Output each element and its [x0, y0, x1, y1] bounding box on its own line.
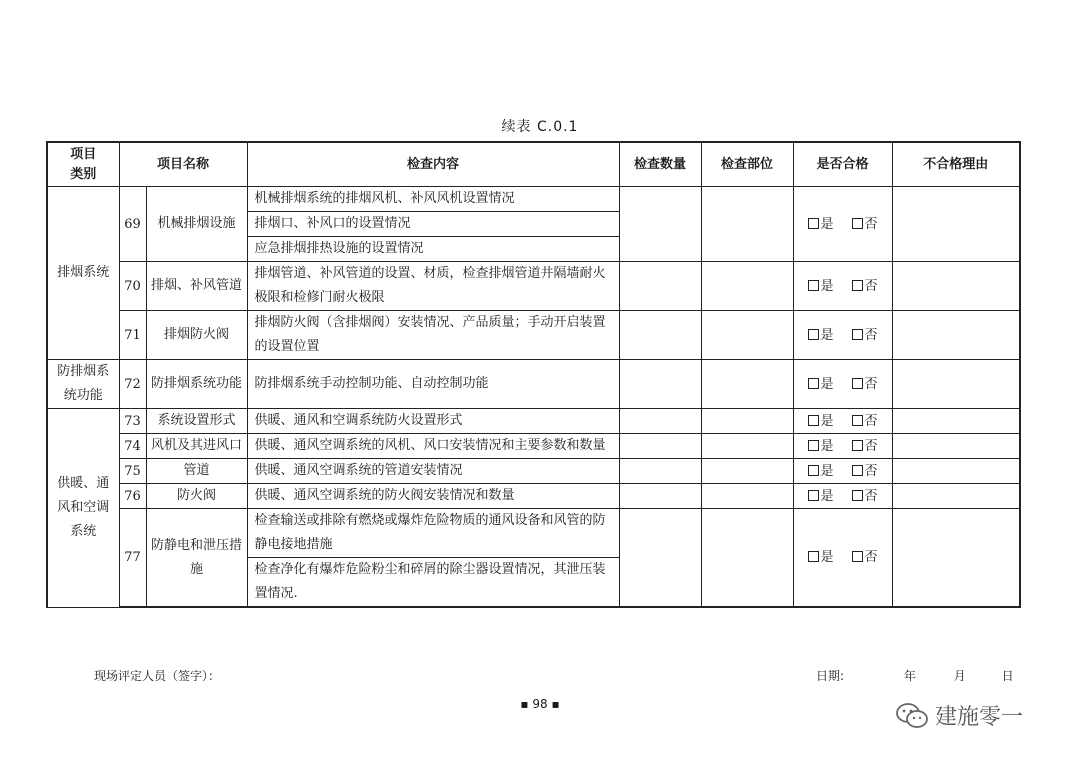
- quantity-cell[interactable]: [619, 484, 701, 509]
- reason-cell[interactable]: [892, 187, 1020, 262]
- reason-cell[interactable]: [892, 484, 1020, 509]
- yes-checkbox[interactable]: [808, 415, 819, 426]
- header-quantity: 检查数量: [619, 142, 701, 187]
- location-cell[interactable]: [701, 459, 793, 484]
- inspector-signature-label: 现场评定人员（签字）：: [94, 669, 221, 683]
- content-cell: 检查输送或排除有燃烧或爆炸危险物质的通风设备和风管的防静电接地措施: [247, 509, 619, 558]
- quantity-cell[interactable]: [619, 409, 701, 434]
- pass-cell: [793, 311, 892, 360]
- item-name: 机械排烟设施: [146, 187, 247, 262]
- yes-label: 是: [820, 488, 834, 504]
- yes-label: 是: [820, 413, 834, 429]
- location-cell[interactable]: [701, 509, 793, 608]
- reason-cell[interactable]: [892, 311, 1020, 360]
- header-pass: 是否合格: [793, 142, 892, 187]
- pass-cell: [793, 484, 892, 509]
- yes-label: 是: [820, 550, 834, 565]
- header-content: 检查内容: [247, 142, 619, 187]
- row-number: 74: [119, 434, 146, 459]
- quantity-cell[interactable]: [619, 311, 701, 360]
- header-category: 项目 类别: [47, 142, 119, 187]
- item-name: 管道: [146, 459, 247, 484]
- item-name: 防排烟系统功能: [146, 360, 247, 409]
- no-checkbox[interactable]: [852, 329, 863, 340]
- no-checkbox[interactable]: [852, 280, 863, 291]
- no-label: 否: [864, 327, 878, 343]
- table-row: [47, 434, 1020, 459]
- year-label: 年: [903, 669, 916, 683]
- no-label: 否: [864, 376, 878, 392]
- yes-checkbox[interactable]: [808, 440, 819, 451]
- pass-cell: [793, 434, 892, 459]
- no-label: 否: [864, 550, 878, 565]
- watermark-text: 建施零一: [935, 705, 1024, 730]
- no-checkbox[interactable]: [852, 378, 863, 389]
- no-checkbox[interactable]: [852, 415, 863, 426]
- category-smoke: 排烟系统: [47, 187, 119, 360]
- no-checkbox[interactable]: [852, 551, 863, 562]
- page-number: ▪ 98 ▪: [520, 697, 560, 711]
- row-number: 70: [119, 262, 146, 311]
- reason-cell[interactable]: [892, 434, 1020, 459]
- no-label: 否: [864, 463, 878, 479]
- quantity-cell[interactable]: [619, 262, 701, 311]
- category-hvac: 供暖、通 风和空调 系统: [47, 409, 119, 608]
- quantity-cell[interactable]: [619, 187, 701, 262]
- table-row: [47, 311, 1020, 360]
- row-number: 72: [119, 360, 146, 409]
- content-cell: 机械排烟系统的排烟风机、补风风机设置情况: [247, 187, 619, 212]
- location-cell[interactable]: [701, 484, 793, 509]
- header-location: 检查部位: [701, 142, 793, 187]
- header-row: [47, 142, 1020, 187]
- content-cell: 排烟防火阀（含排烟阀）安装情况、产品质量；手动开启装置的设置位置: [247, 311, 619, 360]
- yes-label: 是: [820, 463, 834, 479]
- location-cell[interactable]: [701, 409, 793, 434]
- content-cell: 应急排烟排热设施的设置情况: [247, 237, 619, 262]
- row-number: 73: [119, 409, 146, 434]
- content-cell: 供暖、通风空调系统的管道安装情况: [247, 459, 619, 484]
- table-row: [47, 484, 1020, 509]
- yes-label: 是: [820, 216, 834, 232]
- location-cell[interactable]: [701, 360, 793, 409]
- item-name: 风机及其进风口: [146, 434, 247, 459]
- yes-checkbox[interactable]: [808, 465, 819, 476]
- date-line: [816, 667, 1014, 684]
- table-row: [47, 459, 1020, 484]
- yes-label: 是: [820, 278, 834, 294]
- reason-cell[interactable]: [892, 360, 1020, 409]
- day-label: 日: [1001, 669, 1014, 683]
- wechat-icon: [895, 702, 929, 730]
- table-row: [47, 409, 1020, 434]
- content-cell: 防排烟系统手动控制功能、自动控制功能: [247, 360, 619, 409]
- yes-label: 是: [820, 438, 834, 454]
- no-checkbox[interactable]: [852, 218, 863, 229]
- content-cell: 检查净化有爆炸危险粉尘和碎屑的除尘器设置情况，其泄压装置情况.: [247, 558, 619, 608]
- table-row: [47, 509, 1020, 558]
- item-name: 排烟、补风管道: [146, 262, 247, 311]
- reason-cell[interactable]: [892, 409, 1020, 434]
- yes-checkbox[interactable]: [808, 280, 819, 291]
- content-cell: 排烟管道、补风管道的设置、材质，检查排烟管道井隔墙耐火极限和检修门耐火极限: [247, 262, 619, 311]
- pass-cell: [793, 187, 892, 262]
- yes-checkbox[interactable]: [808, 551, 819, 562]
- quantity-cell[interactable]: [619, 509, 701, 608]
- yes-checkbox[interactable]: [808, 218, 819, 229]
- item-name: 排烟防火阀: [146, 311, 247, 360]
- reason-cell[interactable]: [892, 262, 1020, 311]
- row-number: 69: [119, 187, 146, 262]
- yes-label: 是: [820, 376, 834, 392]
- watermark: [895, 700, 1023, 731]
- reason-cell[interactable]: [892, 509, 1020, 608]
- no-label: 否: [864, 438, 878, 454]
- reason-cell[interactable]: [892, 459, 1020, 484]
- location-cell[interactable]: [701, 311, 793, 360]
- table-row: [47, 360, 1020, 409]
- no-label: 否: [864, 413, 878, 429]
- location-cell[interactable]: [701, 434, 793, 459]
- item-name: 防火阀: [146, 484, 247, 509]
- quantity-cell[interactable]: [619, 459, 701, 484]
- quantity-cell[interactable]: [619, 360, 701, 409]
- location-cell[interactable]: [701, 187, 793, 262]
- table-row: [47, 187, 1020, 212]
- inspection-table: [46, 141, 1021, 608]
- pass-cell: [793, 409, 892, 434]
- row-number: 76: [119, 484, 146, 509]
- category-smoke-function: 防排烟系 统功能: [47, 360, 119, 409]
- yes-checkbox[interactable]: [808, 329, 819, 340]
- pass-cell: [793, 459, 892, 484]
- row-number: 77: [119, 509, 146, 608]
- content-cell: 供暖、通风空调系统的防火阀安装情况和数量: [247, 484, 619, 509]
- pass-cell: [793, 262, 892, 311]
- date-label: 日期:: [816, 669, 845, 683]
- content-cell: 供暖、通风和空调系统防火设置形式: [247, 409, 619, 434]
- yes-checkbox[interactable]: [808, 490, 819, 501]
- no-label: 否: [864, 278, 878, 294]
- no-label: 否: [864, 488, 878, 504]
- table-row: [47, 262, 1020, 311]
- quantity-cell[interactable]: [619, 434, 701, 459]
- row-number: 71: [119, 311, 146, 360]
- item-name: 防静电和泄压措施: [146, 509, 247, 608]
- yes-label: 是: [820, 327, 834, 343]
- no-checkbox[interactable]: [852, 490, 863, 501]
- month-label: 月: [953, 669, 966, 683]
- row-number: 75: [119, 459, 146, 484]
- no-label: 否: [864, 216, 878, 232]
- yes-checkbox[interactable]: [808, 378, 819, 389]
- no-checkbox[interactable]: [852, 465, 863, 476]
- table-title: 续表 C.0.1: [501, 119, 579, 135]
- pass-cell: [793, 509, 892, 608]
- pass-cell: [793, 360, 892, 409]
- no-checkbox[interactable]: [852, 440, 863, 451]
- item-name: 系统设置形式: [146, 409, 247, 434]
- location-cell[interactable]: [701, 262, 793, 311]
- header-reason: 不合格理由: [892, 142, 1020, 187]
- header-name: 项目名称: [119, 142, 247, 187]
- content-cell: 排烟口、补风口的设置情况: [247, 212, 619, 237]
- content-cell: 供暖、通风空调系统的风机、风口安装情况和主要参数和数量: [247, 434, 619, 459]
